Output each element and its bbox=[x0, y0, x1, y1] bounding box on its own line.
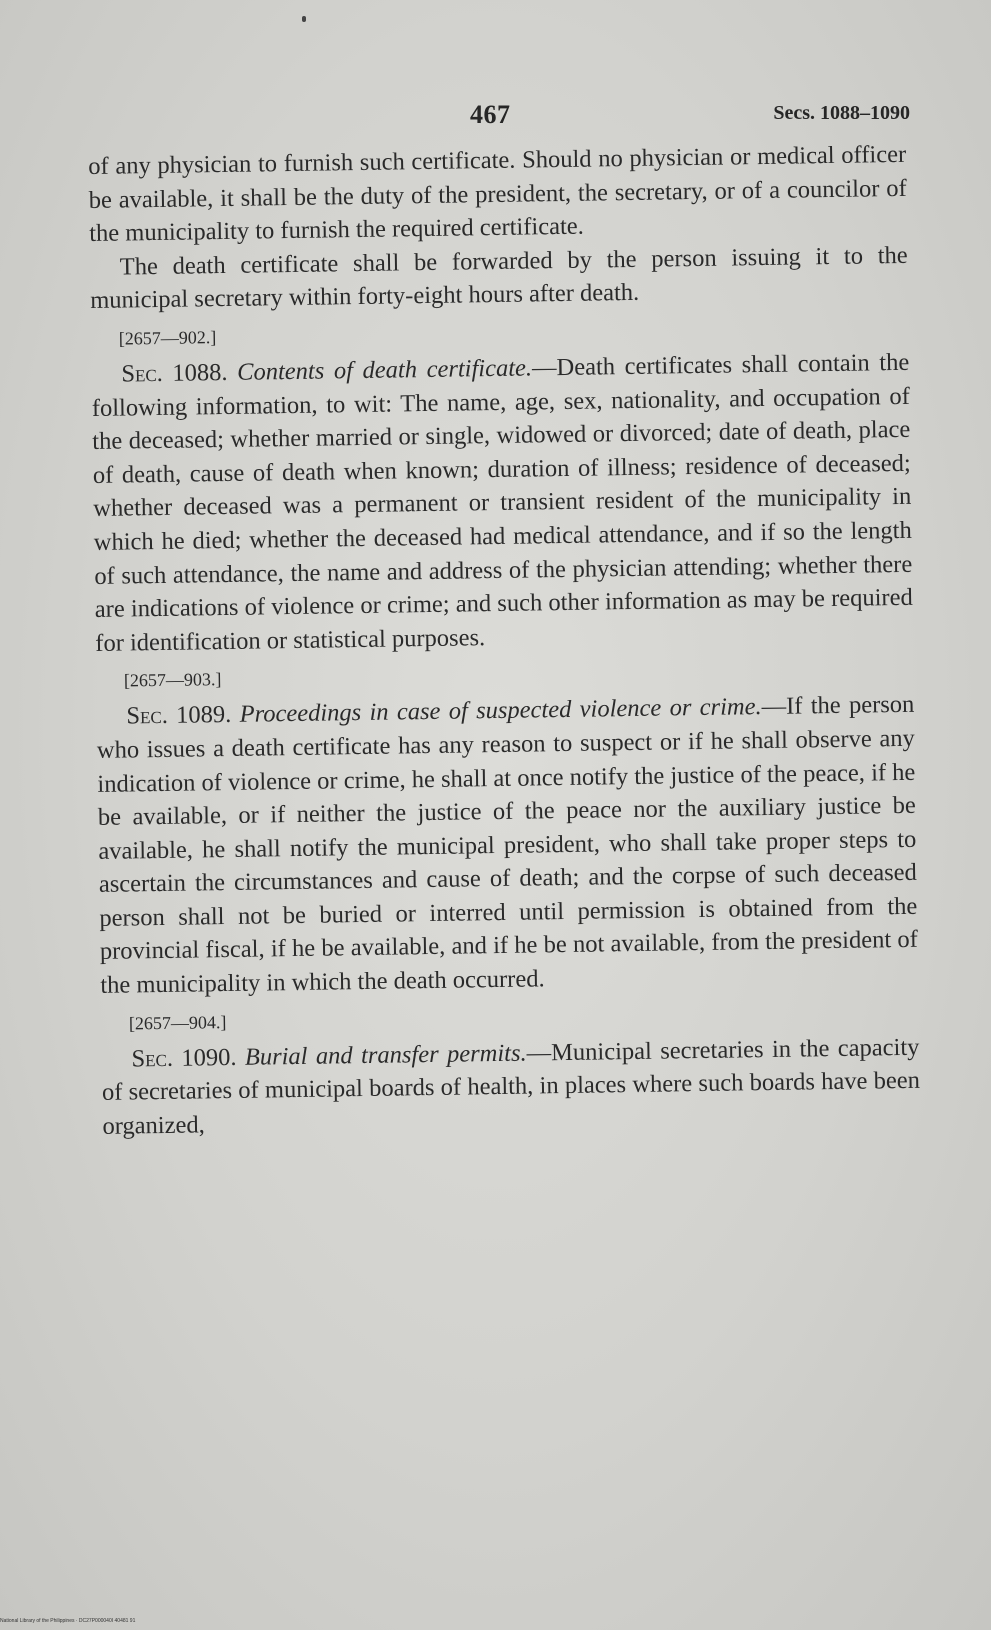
page-number: 467 bbox=[470, 100, 511, 129]
section-1088 bbox=[91, 346, 913, 660]
section-1090 bbox=[101, 1030, 920, 1143]
section-text: —If the person who issues a death certificate has any reason to suspect or if he shall observe any indication of violence or crime, he shall at once notify the justice of the peace, if he be available, or if neither the justice of the peace nor the auxiliary justice be available, he shall notify the municipal president, who shall take proper steps to ascertain the circumstances and cause of death; and the corpse of such deceased person shall not be buried or interred until permission is obtained from the provincial fiscal, if he be available, and if he be not available, from the president of the municipality in which the death occurred. bbox=[96, 691, 919, 999]
section-label: Sec. 1089. bbox=[126, 701, 232, 730]
citation-1090: [2657—904.] bbox=[128, 1011, 227, 1034]
paragraph-forwarding: The death certificate shall be forwarded by the person issuing it to the municipal secretary within forty-eight hours after death. bbox=[90, 241, 908, 315]
running-head: Secs. 1088–1090 bbox=[773, 102, 910, 124]
section-text: —Death certificates shall contain the following information, to wit: The name, age, sex, nationality, and occupation of the deceased; whether married or single, widowed or divorced; date of death, place of death, cause of death when known; duration of illness; residence of deceased; whether deceased was a permanent or transient resident of the municipality in which he died; whether the deceased had medical attendance, and if so the length of such attendance, the name and address of the physician attending; whether there are indications of violence or crime; and such other information as may be required for identification or statistical purposes. bbox=[91, 348, 913, 657]
paragraph-continuation: of any physician to furnish such certificate. Should no physician or medical officer be available, it shall be the duty of the president, the secretary, or of a councilor of the municipality to furnish the required certificate. bbox=[88, 140, 907, 248]
section-label: Sec. 1090. bbox=[131, 1043, 237, 1073]
page-header bbox=[90, 100, 910, 140]
section-title: Burial and transfer permits. bbox=[244, 1039, 527, 1071]
body-text bbox=[88, 138, 921, 1143]
scan-footer: National Library of the Philippines · DC27P000040I 40481 91 bbox=[0, 1618, 136, 1624]
section-title: Contents of death certificate. bbox=[236, 354, 533, 386]
section-title: Proceedings in case of suspected violence or crime. bbox=[239, 693, 762, 729]
section-label: Sec. 1088. bbox=[121, 358, 228, 388]
citation-1088: [2657—902.] bbox=[118, 327, 217, 349]
section-text: —Municipal secretaries in the capacity of secretaries of municipal boards of health, in places where such boards have been organized, bbox=[101, 1033, 921, 1140]
section-1089 bbox=[96, 688, 918, 1002]
citation-1089: [2657—903.] bbox=[123, 669, 222, 691]
scan-speck bbox=[302, 16, 306, 22]
